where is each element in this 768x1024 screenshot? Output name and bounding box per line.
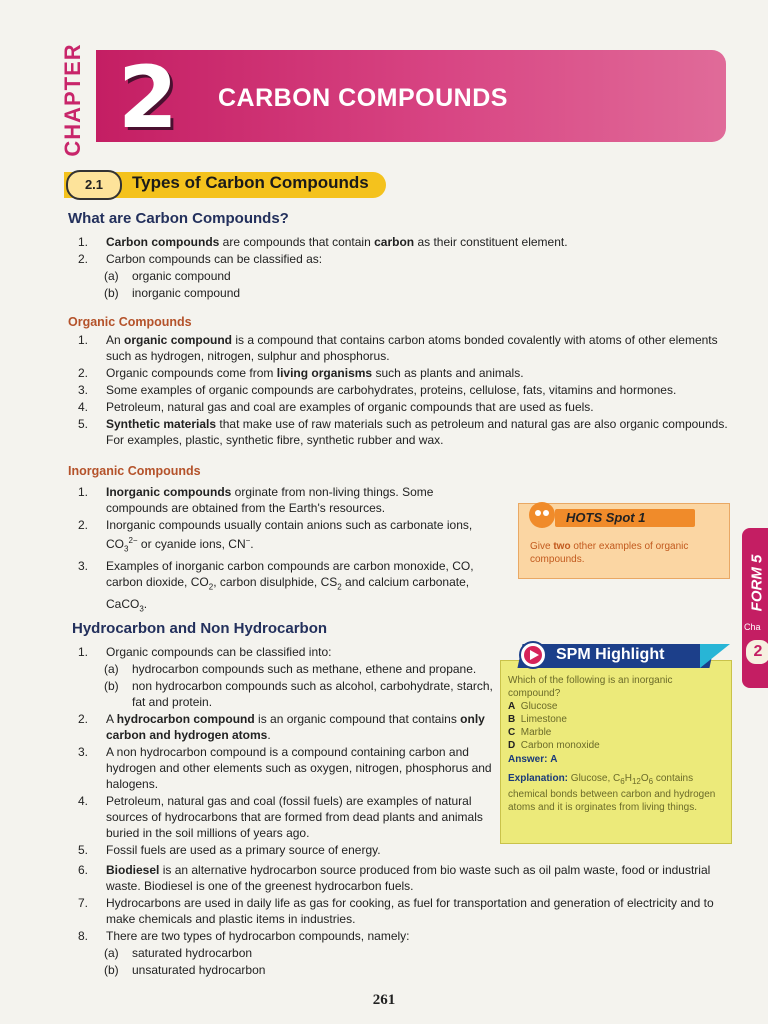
list-item: 4. Petroleum, natural gas and coal are examples of organic compounds that are used as fuels. xyxy=(78,400,594,414)
organic-compounds-list xyxy=(78,332,738,449)
page-number: 261 xyxy=(372,992,396,1008)
carbon-compounds-list xyxy=(78,234,698,302)
hydrocarbon-list-continued xyxy=(78,862,738,979)
spm-explanation: Explanation: Glucose, $C_6H_{12}O_6$ contains chemical bonds between carbon and hydrogen atoms and it is orginates from living things. xyxy=(508,773,716,813)
heading-inorganic-compounds: Inorganic Compounds xyxy=(68,464,201,478)
list-item: 3. Some examples of organic compounds are carbohydrates, proteins, cellulose, fats, vitamins and hormones. xyxy=(78,383,677,397)
list-item: 2. Carbon compounds can be classified as: xyxy=(78,252,323,266)
spm-option: A Glucose xyxy=(508,701,558,712)
chapter-label: CHAPTER xyxy=(60,42,85,157)
list-item: 7. Hydrocarbons are used in daily life as gas for cooking, as fuel for transportation and generation of electricity and to make chemicals and plastic items in industries. xyxy=(78,896,714,926)
sub-list-item: (a) hydrocarbon compounds such as methane, ethene and propane. xyxy=(104,662,477,676)
section-title: Types of Carbon Compounds xyxy=(132,173,369,192)
spm-option: C Marble xyxy=(508,727,552,738)
list-item: 1. An organic compound is a compound that contains carbon atoms bonded covalently with atoms of other elements such as hydrogen, nitrogen, sulphur and phosphorus. xyxy=(78,333,718,363)
sub-list-item: (a) organic compound xyxy=(104,269,231,283)
list-item: 1. Inorganic compounds orginate from non-living things. Some compounds are obtained from the Earth's resources. xyxy=(78,485,434,515)
sub-list-item: (a) saturated hydrocarbon xyxy=(104,946,253,960)
spm-options xyxy=(508,700,723,752)
inorganic-compounds-list xyxy=(78,484,498,618)
list-item: 4. Petroleum, natural gas and coal (fossil fuels) are examples of natural sources of hydrocarbons that are formed from dead plants and animals buried in the soil millions of years ago. xyxy=(78,794,483,840)
spm-title: SPM Highlight xyxy=(556,646,665,663)
list-item: 6. Biodiesel is an alternative hydrocarbon source produced from bio waste such as oil palm waste, food or industrial waste. Biodiesel is one of the greenest hydrocarbon fuels. xyxy=(78,863,711,893)
list-item: 8. There are two types of hydrocarbon compounds, namely: xyxy=(78,929,410,943)
chapter-title: CARBON COMPOUNDS xyxy=(218,84,508,112)
list-item: 3. A non hydrocarbon compound is a compound containing carbon and hydrogen and other elements such as oxygen, nitrogen, phosphorus and halogens. xyxy=(78,745,492,791)
heading-organic-compounds: Organic Compounds xyxy=(68,315,192,329)
heading-hydrocarbon: Hydrocarbon and Non Hydrocarbon xyxy=(72,620,328,637)
hydrocarbon-list xyxy=(78,644,496,859)
spm-option: B Limestone xyxy=(508,714,567,725)
brain-icon xyxy=(527,500,557,530)
list-item: 1. Organic compounds can be classified into: xyxy=(78,645,332,659)
list-item: 1. Carbon compounds are compounds that contain carbon as their constituent element. xyxy=(78,235,568,249)
list-item: 5. Fossil fuels are used as a primary source of energy. xyxy=(78,843,381,857)
spm-question: Which of the following is an inorganic compound? xyxy=(508,675,673,699)
hots-text: Give two other examples of organic compounds. xyxy=(530,541,689,565)
list-item: 2. Inorganic compounds usually contain anions such as carbonate ions, $CO_3^{2-}$ or cyanide ions, CN−. xyxy=(78,518,473,554)
spm-content xyxy=(508,674,723,814)
hots-title: HOTS Spot 1 xyxy=(566,510,646,525)
list-item: 5. Synthetic materials that make use of raw materials such as petroleum and natural gas are also organic compounds. For examples, plastic, synthetic fibre, synthetic rubber and wax. xyxy=(78,417,728,447)
side-tab-form: FORM 5 xyxy=(748,554,766,612)
section-number: 2.1 xyxy=(66,170,122,200)
list-item: 2. A hydrocarbon compound is an organic compound that contains only carbon and hydrogen atoms. xyxy=(78,712,485,742)
sub-list-item: (b) non hydrocarbon compounds such as alcohol, carbohydrate, starch, fat and protein. xyxy=(104,679,493,709)
side-tab-number: 2 xyxy=(744,638,768,666)
spm-option: D Carbon monoxide xyxy=(508,740,600,751)
list-item: 2. Organic compounds come from living organisms such as plants and animals. xyxy=(78,366,524,380)
list-item: 3. Examples of inorganic carbon compounds are carbon monoxide, CO, carbon dioxide, $CO_2$, carbon disulphide, $CS_2$ and calcium carbonate, CaCO$_3$. xyxy=(78,559,474,614)
sub-list-item: (b) inorganic compound xyxy=(104,286,241,300)
play-icon xyxy=(518,640,548,670)
heading-what-are-carbon-compounds: What are Carbon Compounds? xyxy=(68,210,289,227)
side-tab-chapter: Cha xyxy=(744,622,761,632)
chapter-number: 2 xyxy=(118,48,178,148)
sub-list-item: (b) unsaturated hydrocarbon xyxy=(104,963,266,977)
spm-answer: Answer: A xyxy=(508,754,558,765)
